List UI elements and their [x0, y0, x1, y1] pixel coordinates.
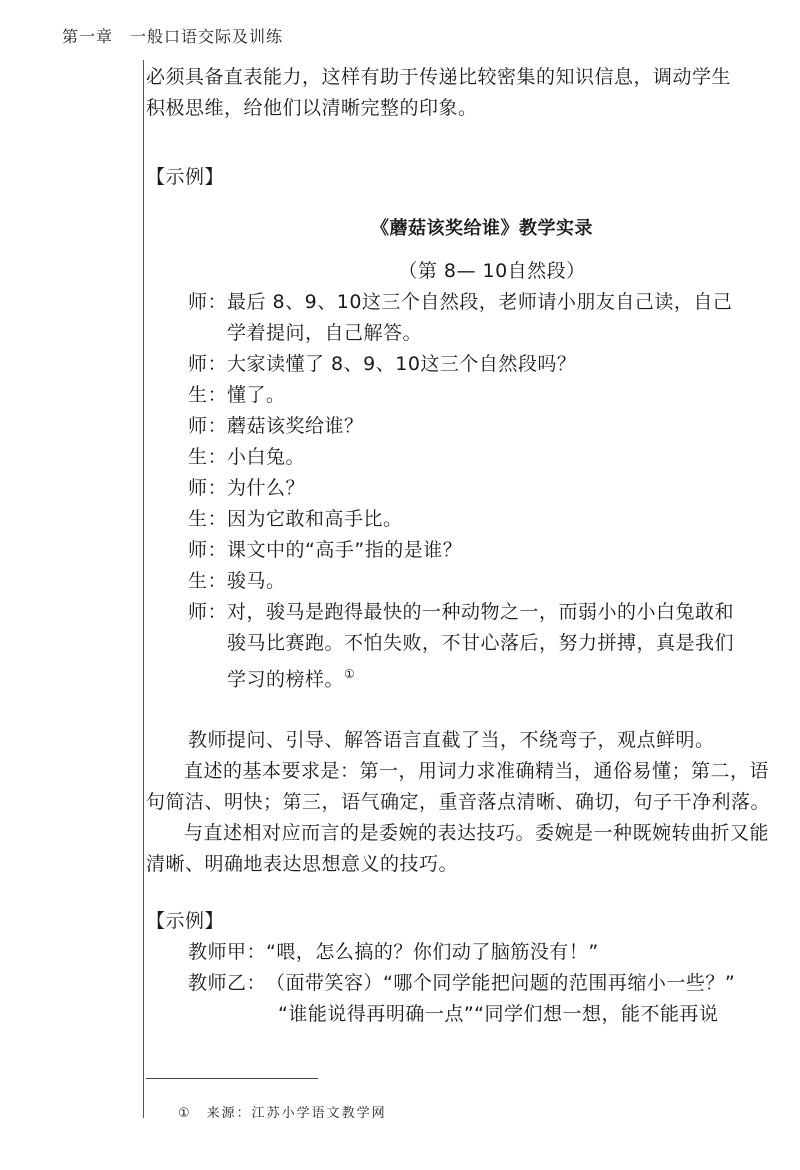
intro-line-2: 积极思维，给他们以清晰完整的印象。 — [146, 97, 478, 119]
dialogue-turn — [188, 442, 778, 473]
speaker: 师： — [188, 353, 228, 375]
dialogue — [146, 287, 778, 695]
footnote-marker[interactable]: ① — [344, 667, 356, 681]
example-subtitle: （第 8— 10自然段） — [398, 260, 586, 282]
example-title: 《蘑菇该奖给谁》教学实录 — [371, 218, 593, 239]
utterance-line: 因为它敢和高手比。 — [227, 508, 403, 530]
utterance-line: 学着提问，自己解答。 — [227, 322, 423, 344]
dialogue-turn — [188, 380, 778, 411]
margin-rule — [143, 60, 144, 1118]
footnote: ① 来源：江苏小学语文教学网 — [178, 1106, 387, 1121]
dialogue-turn — [188, 504, 778, 535]
utterance-line: 学习的榜样。 — [227, 668, 345, 691]
utterance-line: （面带笑容）“哪个同学能把问题的范围再缩小一些？” — [266, 972, 736, 995]
utterance-line: 骏马。 — [227, 570, 286, 592]
speaker: 生： — [188, 384, 228, 406]
speaker: 师： — [188, 539, 228, 561]
dialogue-turn — [188, 968, 778, 999]
body-paragraph: 教师提问、引导、解答语言直截了当，不绕弯子，观点鲜明。 — [188, 729, 715, 752]
page-content — [146, 62, 778, 1030]
utterance-line: 为什么？ — [227, 477, 306, 499]
speaker: 师： — [188, 601, 228, 623]
spacer — [146, 695, 778, 725]
dialogue-turn — [188, 349, 778, 380]
dialogue-turn — [188, 937, 778, 968]
utterance-line: 懂了。 — [227, 384, 286, 406]
speaker: 生： — [188, 570, 228, 592]
utterance-line: 骏马比赛跑。不怕失败，不甘心落后，努力拼搏，真是我们 — [227, 632, 735, 654]
utterance-line: 大家读懂了 8、9、10这三个自然段吗？ — [227, 353, 577, 375]
utterance-line: 对，骏马是跑得最快的一种动物之一，而弱小的小白兔敢和 — [227, 601, 735, 623]
speaker: 生： — [188, 508, 228, 530]
speaker: 教师甲： — [188, 941, 267, 964]
speaker: 师： — [188, 477, 228, 499]
dialogue-turn — [188, 566, 778, 597]
dialogue-turn — [188, 411, 778, 442]
utterance-line: 课文中的“高手”指的是谁？ — [227, 539, 463, 561]
utterance-line: 最后 8、9、10这三个自然段，老师请小朋友自己读，自己 — [227, 291, 733, 313]
example-label: 【示例】 — [146, 166, 225, 188]
dialogue-turn — [188, 597, 778, 695]
example-label: 【示例】 — [146, 910, 225, 933]
utterance-line: 蘑菇该奖给谁？ — [227, 415, 364, 437]
body-paragraph: 直述的基本要求是：第一，用词力求准确精当，通俗易懂；第二，语句简洁、明快；第三，语气确定，重音落点清晰、确切，句子干净利落。 — [146, 760, 771, 814]
dialogue-turn — [188, 287, 778, 349]
dialogue-turn — [188, 535, 778, 566]
dialogue-turn — [188, 473, 778, 504]
footnote-rule — [146, 1078, 318, 1079]
running-header: 第一章 一般口语交际及训练 — [62, 27, 284, 46]
speaker: 师： — [188, 291, 228, 313]
speaker: 生： — [188, 446, 228, 468]
speaker: 教师乙： — [188, 972, 267, 995]
utterance-line: “喂，怎么搞的？你们动了脑筋没有！” — [266, 941, 599, 964]
utterance-line: “谁能说得再明确一点”“同学们想一想，能不能再说 — [278, 1003, 719, 1026]
utterance-line: 小白兔。 — [227, 446, 306, 468]
speaker: 师： — [188, 415, 228, 437]
body-paragraph: 与直述相对应而言的是委婉的表达技巧。委婉是一种既婉转曲折又能清晰、明确地表达思想意义的技巧。 — [146, 822, 770, 876]
intro-line-1: 必须具备直表能力，这样有助于传递比较密集的知识信息，调动学生 — [146, 66, 732, 88]
example2-dialogue — [146, 937, 778, 1030]
